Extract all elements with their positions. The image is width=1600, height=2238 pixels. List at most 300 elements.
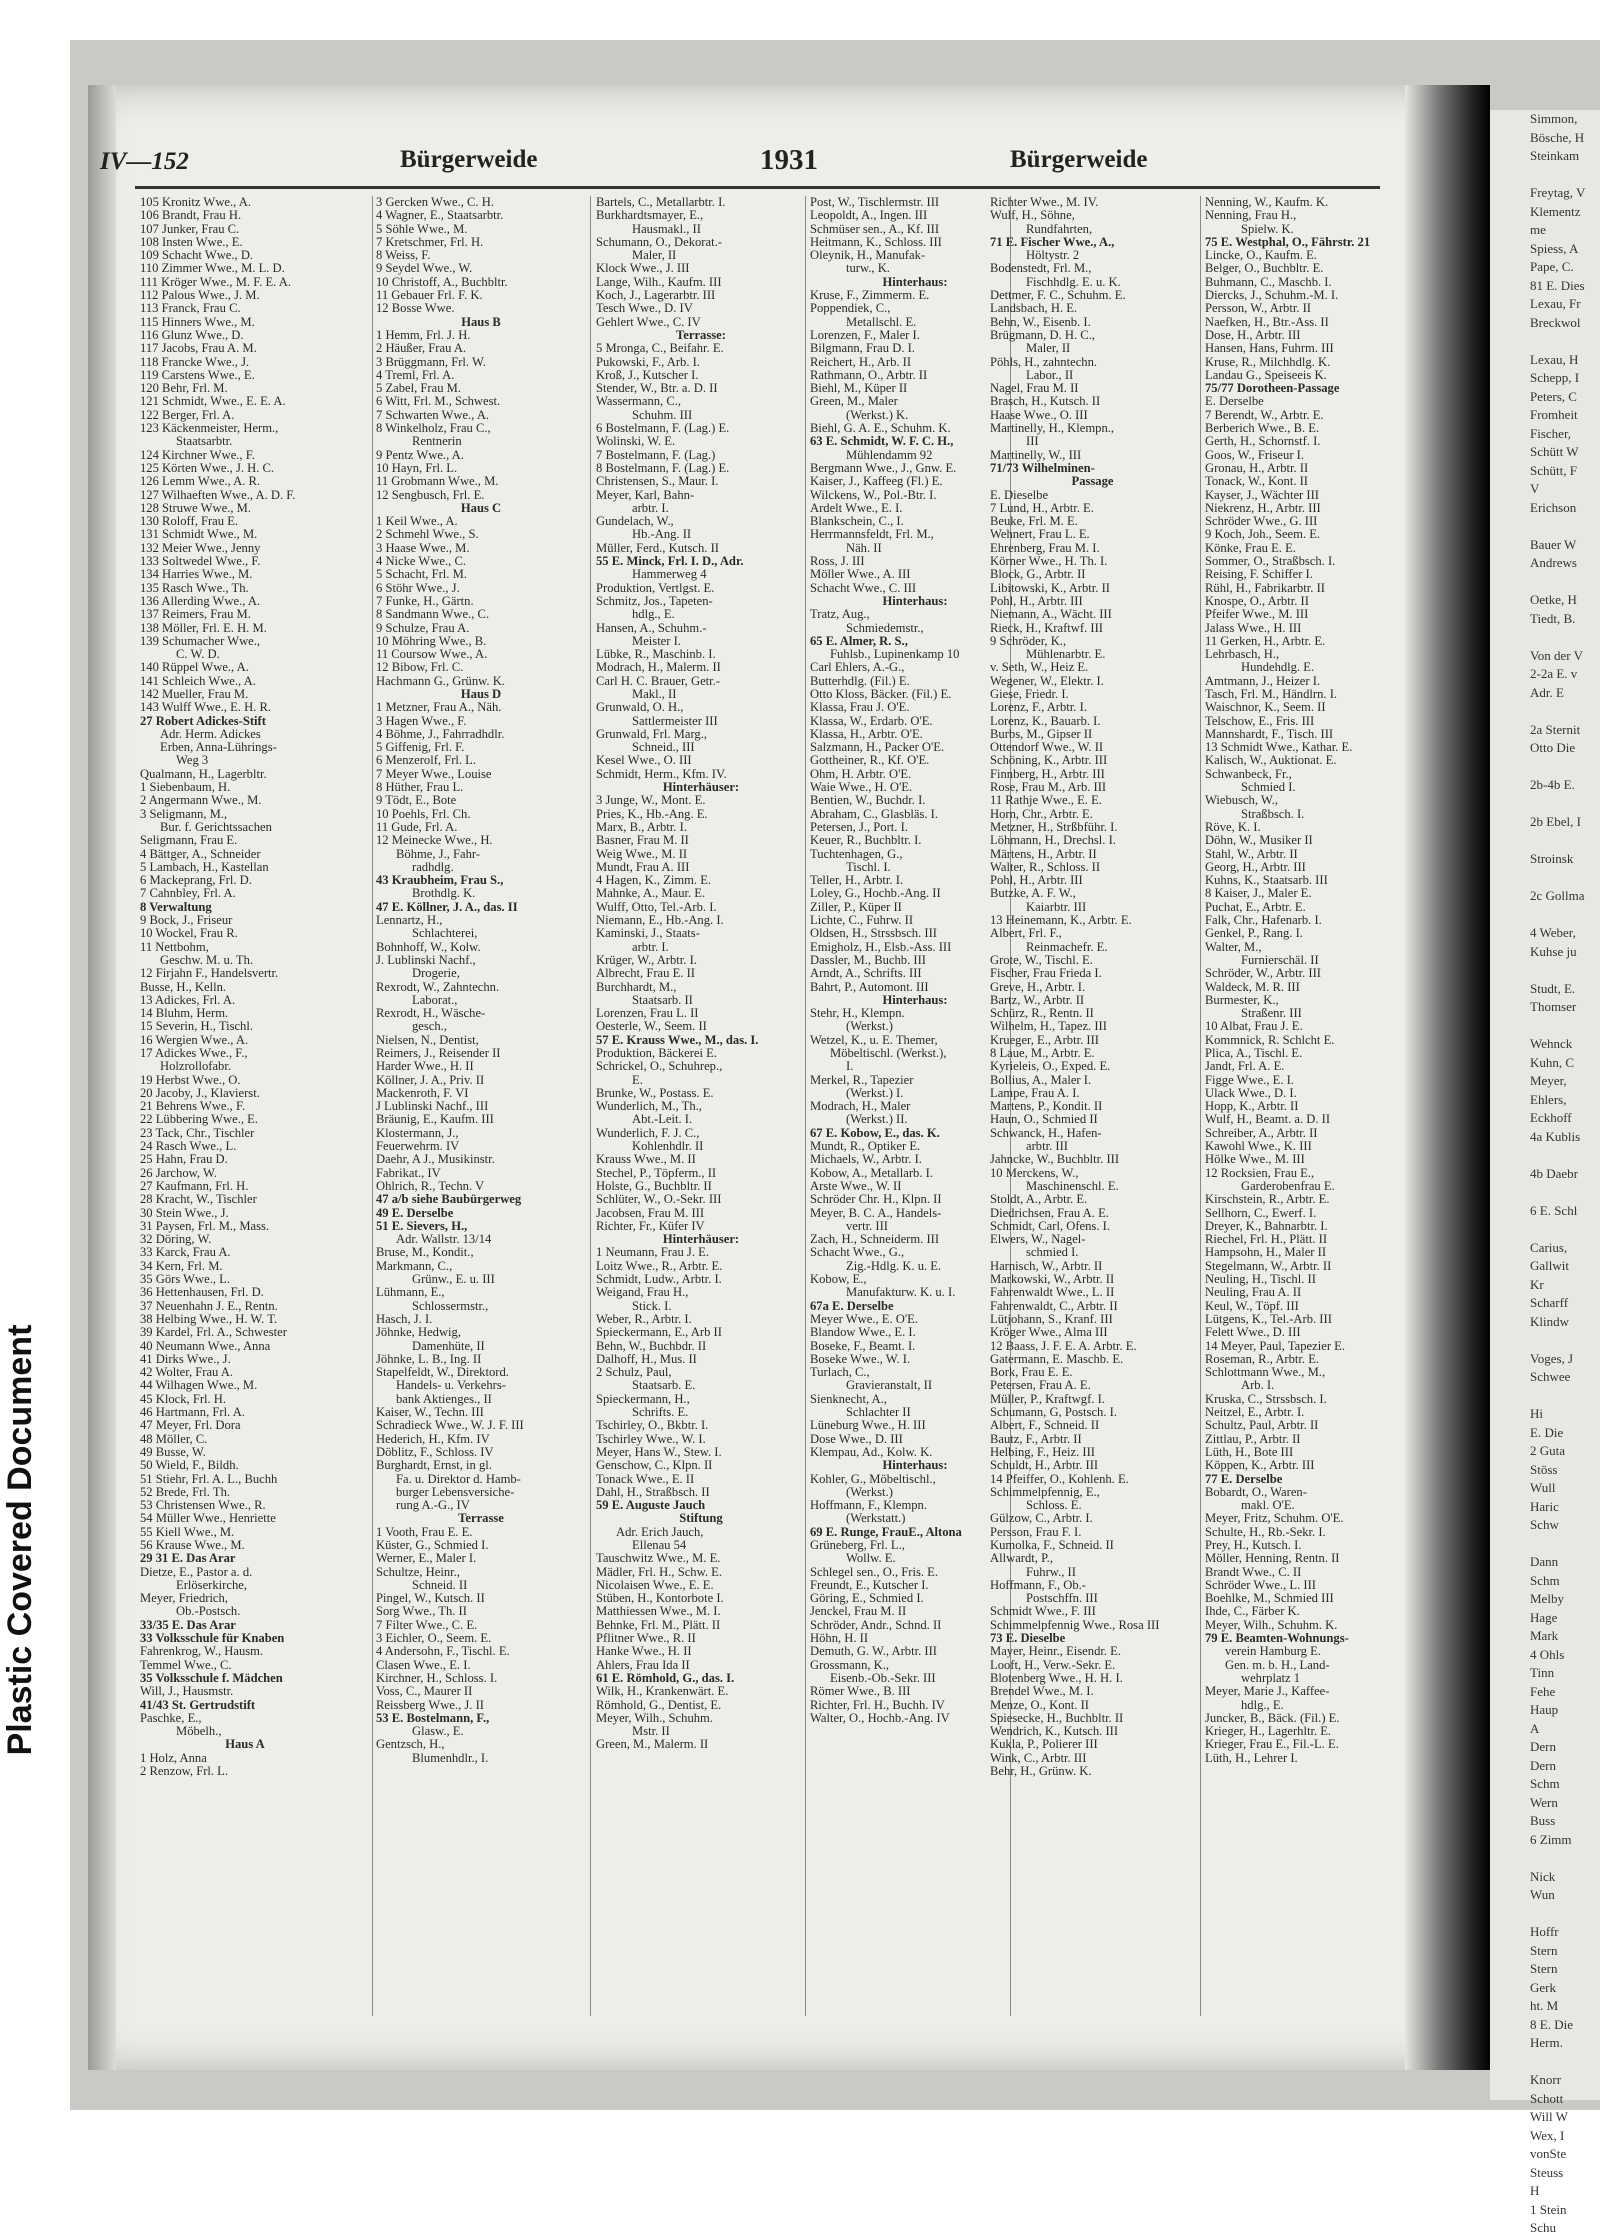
directory-entry: Bruse, M., Kondit.,	[376, 1245, 474, 1260]
adjacent-page-line	[1490, 1905, 1600, 1924]
directory-entry: 8 Weiss, F.	[376, 248, 431, 263]
directory-entry: Modrach, H., Malerm. II	[596, 660, 721, 675]
directory-entry: Glasw., E.	[412, 1724, 464, 1739]
directory-entry: Herrmannsfeldt, Frl. M.,	[810, 527, 934, 542]
directory-entry: Mundt, R., Optiker E.	[810, 1139, 921, 1154]
directory-entry: Loley, G., Hochb.-Ang. II	[810, 886, 941, 901]
address-heading: 79 E. Beamten-Wohnungs-	[1205, 1631, 1349, 1646]
directory-entry: Wunderlich, M., Th.,	[596, 1099, 702, 1114]
directory-entry: 34 Kern, Frl. M.	[140, 1258, 223, 1273]
directory-entry: Hederich, H., Kfm. IV	[376, 1431, 490, 1446]
directory-entry: 2 Angermann Wwe., M.	[140, 793, 262, 808]
adjacent-page-line: Wern	[1530, 1794, 1558, 1810]
directory-entry: Krieger, Frau E., Fil.-L. E.	[1205, 1737, 1339, 1752]
directory-entry: Schneid. II	[412, 1577, 468, 1592]
directory-entry: 113 Franck, Frau C.	[140, 301, 241, 316]
directory-entry: Amtmann, J., Heizer I.	[1205, 673, 1321, 688]
directory-entry: Riechel, Frl. H., Plätt. II	[1205, 1232, 1328, 1247]
directory-entry: Erben, Anna-Lührings-	[160, 740, 277, 755]
directory-entry: 3 Eichler, O., Seem. E.	[376, 1631, 492, 1646]
address-heading: 47 E. Köllner, J. A., das. II	[376, 899, 518, 914]
adjacent-page-line: Dann	[1530, 1554, 1559, 1569]
directory-entry: Kroß, J., Kutscher I.	[596, 367, 699, 382]
directory-entry: 16 Wergien Wwe., A.	[140, 1032, 249, 1047]
directory-entry: Dietze, E., Pastor a. d.	[140, 1564, 253, 1579]
directory-entry: Loitz Wwe., R., Arbtr. E.	[596, 1258, 723, 1273]
directory-entry: 11 Gebauer Frl. F. K.	[376, 288, 483, 303]
adjacent-page-line: Gallwit	[1530, 1258, 1569, 1273]
directory-entry: 9 Koch, Joh., Seem. E.	[1205, 527, 1321, 542]
directory-entry: Pukowski, F., Arb. I.	[596, 354, 700, 369]
directory-entry: Christensen, S., Maur. I.	[596, 474, 719, 489]
directory-entry: Meyer, Friedrich,	[140, 1591, 228, 1606]
directory-entry: 1 Holz, Anna	[140, 1750, 207, 1765]
directory-entry: Lütgens, K., Tel.-Arb. III	[1205, 1311, 1332, 1326]
directory-entry: Oleynik, H., Manufak-	[810, 248, 926, 263]
directory-entry: Pohl, H., Arbtr. III	[990, 593, 1083, 608]
directory-entry: Brandt Wwe., C. II	[1205, 1564, 1302, 1579]
directory-entry: Neuling, H., Tischl. II	[1205, 1272, 1316, 1287]
adjacent-page	[1490, 110, 1600, 2235]
directory-entry: Metallschl. E.	[846, 314, 917, 329]
directory-entry: Horn, Chr., Arbtr. E.	[990, 806, 1093, 821]
directory-entry: Giese, Friedr. I.	[990, 686, 1069, 701]
directory-entry: Schmüser sen., A., Kf. III	[810, 221, 940, 236]
directory-entry: Mühlenarbtr. E.	[1026, 647, 1106, 662]
adjacent-page-line: me	[1530, 222, 1546, 237]
directory-entry: Richter, Fr., Küfer IV	[596, 1218, 705, 1233]
directory-entry: 137 Reimers, Frau M.	[140, 607, 251, 622]
directory-entry: Belger, O., Buchbltr. E.	[1205, 261, 1324, 276]
directory-entry: 4 Böhme, J., Fahrradhdlr.	[376, 726, 505, 741]
directory-entry: Kuhns, K., Staatsarb. III	[1205, 873, 1328, 888]
directory-entry: 9 Bock, J., Friseur	[140, 913, 233, 928]
address-heading: 55 E. Minck, Frl. I. D., Adr.	[596, 554, 744, 569]
directory-entry: (Werkst.) K.	[846, 407, 909, 422]
directory-entry: Fahrenwaldt Wwe., L. II	[990, 1285, 1115, 1300]
directory-entry: Plica, A., Tischl. E.	[1205, 1046, 1303, 1060]
directory-entry: Wassermann, C.,	[596, 394, 682, 409]
directory-entry: Pflitner Wwe., R. II	[596, 1631, 696, 1646]
directory-entry: Furnierschäl. II	[1241, 952, 1319, 967]
directory-entry: Blankschein, C., I.	[810, 514, 904, 529]
directory-entry: Lorenzen, F., Maler I.	[810, 327, 920, 342]
directory-entry: hdlg., E.	[1241, 1697, 1284, 1712]
directory-entry: Maler, II	[1026, 341, 1071, 356]
adjacent-page-line: Spiess, A	[1530, 240, 1579, 256]
adjacent-page-line: 6 E. Schl	[1530, 1202, 1578, 1218]
directory-entry: Waie Wwe., H. O'E.	[810, 780, 913, 795]
directory-entry: Hansen, Hans, Fuhrm. III	[1205, 341, 1334, 356]
directory-entry: Bahrt, P., Automont. III	[810, 979, 929, 994]
directory-entry: Genkel, P., Rang. I.	[1205, 926, 1303, 941]
directory-entry: Figge Wwe., E. I.	[1205, 1072, 1294, 1087]
adjacent-page-line: Hage	[1530, 1609, 1558, 1625]
directory-entry: 6 Bostelmann, F. (Lag.) E.	[596, 421, 730, 436]
directory-entry: Schimmelpfennig, E.,	[990, 1484, 1100, 1499]
adjacent-page-line: Tiedt, B.	[1530, 610, 1576, 626]
adjacent-page-line	[1490, 517, 1600, 536]
directory-entry: Garderobenfrau E.	[1241, 1178, 1335, 1193]
directory-entry: Meyer, Wilh., Schuhm. K.	[1205, 1617, 1338, 1632]
directory-entry: 110 Zimmer Wwe., M. L. D.	[140, 261, 285, 276]
directory-entry: Wilhelm, H., Tapez. III	[990, 1019, 1107, 1034]
directory-entry: Kruse, F., Zimmerm. E.	[810, 288, 930, 303]
directory-entry: 9 Tödt, E., Bote	[376, 793, 457, 808]
adjacent-page-line: Thomser	[1530, 999, 1577, 1014]
directory-entry: 2 Häußer, Frau A.	[376, 341, 467, 356]
directory-entry: Hampsohn, H., Maler II	[1205, 1245, 1327, 1260]
directory-entry: Nagel, Frau M. II	[990, 381, 1079, 396]
directory-entry: hdlg., E.	[632, 607, 675, 622]
directory-entry: Behnke, Frl. M., Plätt. II	[596, 1617, 721, 1632]
directory-entry: Rexrodt, H., Wäsche-	[376, 1006, 486, 1021]
directory-entry: 6 Witt, Frl. M., Schwest.	[376, 394, 501, 409]
page-left-shadow	[88, 85, 116, 2070]
directory-entry: 12 Rocksien, Frau E.,	[1205, 1165, 1315, 1180]
adjacent-page-line: Erichson	[1530, 499, 1577, 515]
directory-entry: 2 Schmehl Wwe., S.	[376, 527, 479, 542]
adjacent-page-line: Hoffr	[1530, 1924, 1559, 1939]
directory-entry: 2 Renzow, Frl. L.	[140, 1764, 229, 1779]
directory-entry: Behn, W., Buchbdr. II	[596, 1338, 707, 1353]
adjacent-page-line: Buss	[1530, 1813, 1556, 1828]
directory-entry: Jahncke, W., Buchbltr. III	[990, 1152, 1120, 1167]
directory-entry: 107 Junker, Frau C.	[140, 221, 240, 236]
directory-entry: Tonack Wwe., E. II	[596, 1471, 695, 1486]
directory-entry: Schmied I.	[1241, 780, 1296, 795]
directory-entry: Straßenr. III	[1241, 1006, 1302, 1021]
section-heading: Terrasse:	[676, 327, 726, 342]
directory-entry: Allwardt, P.,	[990, 1551, 1053, 1566]
directory-entry: Maler, II	[632, 248, 677, 263]
directory-entry: Wilk, H., Krankenwärt. E.	[596, 1684, 729, 1699]
directory-entry: 8 Sandmann Wwe., C.	[376, 607, 490, 622]
directory-entry: Manufakturw. K. u. I.	[846, 1285, 956, 1300]
directory-entry: Weg 3	[176, 753, 209, 768]
directory-entry: 138 Möller, Frl. E. H. M.	[140, 620, 267, 635]
directory-entry: Sattlermeister III	[632, 713, 718, 728]
directory-entry: Lampe, Frau A. I.	[990, 1085, 1080, 1100]
address-heading: 77 E. Derselbe	[1205, 1471, 1283, 1486]
directory-entry: 125 Körten Wwe., J. H. C.	[140, 460, 275, 475]
directory-entry: 14 Bluhm, Herm.	[140, 1006, 229, 1021]
directory-entry: Clasen Wwe., E. I.	[376, 1657, 471, 1672]
address-heading: 47 a/b siehe Baubürgerweg	[376, 1192, 522, 1207]
directory-entry: Wulff, Otto, Tel.-Arb. I.	[596, 899, 717, 914]
address-heading: 67a E. Derselbe	[810, 1298, 894, 1313]
directory-entry: Stehr, H., Klempn.	[810, 1006, 905, 1021]
directory-entry: Tauschwitz Wwe., M. E.	[596, 1551, 721, 1566]
directory-entry: Finnberg, H., Arbtr. III	[990, 766, 1105, 781]
directory-entry: Schimmelpfennig Wwe., Rosa III	[990, 1617, 1160, 1632]
directory-entry: 3 Haase Wwe., M.	[376, 540, 470, 555]
directory-entry: Staatsarb. E.	[632, 1378, 696, 1393]
directory-entry: Böhme, J., Fahr-	[396, 846, 481, 861]
directory-entry: Pingel, W., Kutsch. II	[376, 1591, 485, 1606]
directory-entry: Kumolka, F., Schneid. II	[990, 1537, 1114, 1552]
directory-entry: I.	[846, 1059, 854, 1074]
directory-entry: Ob.-Postsch.	[176, 1604, 241, 1619]
directory-entry: Bilgmann, Frau D. I.	[810, 341, 915, 356]
directory-entry: Emigholz, H., Elsb.-Ass. III	[810, 939, 952, 954]
directory-entry: Kayser, J., Wächter III	[1205, 487, 1319, 502]
directory-entry: Reimers, J., Reisender II	[376, 1046, 501, 1060]
directory-entry: Schlachter II	[846, 1405, 911, 1420]
directory-entry: Pohl, H., Arbtr. III	[990, 873, 1083, 888]
directory-entry: Berberich Wwe., B. E.	[1205, 421, 1320, 436]
header-rule	[135, 186, 1380, 189]
section-heading: Hinterhaus:	[882, 593, 948, 608]
directory-entry: Neitzel, E., Arbtr. I.	[1205, 1405, 1305, 1420]
adjacent-page-line	[1490, 1220, 1600, 1239]
directory-entry: 15 Severin, H., Tischl.	[140, 1019, 254, 1034]
directory-entry: 8 Bostelmann, F. (Lag.) E.	[596, 460, 730, 475]
directory-entry: Rühl, H., Fabrikarbtr. II	[1205, 580, 1325, 595]
adjacent-page-line	[1490, 1183, 1600, 1202]
directory-entry: Kyrieleis, O., Exped. E.	[990, 1059, 1111, 1074]
directory-entry: E.	[632, 1072, 643, 1087]
directory-entry: Mayer, Heinr., Eisendr. E.	[990, 1644, 1121, 1659]
directory-entry: Schröder Wwe., L. III	[1205, 1577, 1316, 1592]
directory-entry: Kobow, E.,	[810, 1272, 867, 1287]
directory-entry: Jöhnke, Hedwig,	[376, 1325, 461, 1340]
adjacent-page-line	[1490, 906, 1600, 925]
directory-entry: Michaels, W., Arbtr. I.	[810, 1152, 922, 1167]
directory-entry: Kirschstein, R., Arbtr. E.	[1205, 1192, 1330, 1207]
directory-entry: 7 Filter Wwe., C. E.	[376, 1617, 478, 1632]
directory-entry: (Werkstatt.)	[846, 1511, 906, 1526]
adjacent-page-line: Schott	[1530, 2090, 1564, 2106]
directory-entry: 106 Brandt, Frau H.	[140, 208, 242, 223]
directory-entry: Bartz, W., Arbtr. II	[990, 992, 1085, 1007]
adjacent-page-line: Schw	[1530, 1517, 1559, 1532]
directory-entry: Hb.-Ang. II	[632, 527, 692, 542]
adjacent-page-line: 2 Guta	[1530, 1443, 1566, 1458]
directory-entry: 2 Schulz, Paul,	[596, 1365, 672, 1380]
adjacent-page-line: Dern	[1530, 1739, 1556, 1754]
directory-entry: 4 Treml, Frl. A.	[376, 367, 455, 382]
directory-entry: 13 Adickes, Frl. A.	[140, 992, 236, 1007]
directory-entry: Erlöserkirche,	[176, 1577, 247, 1592]
directory-entry: Burchhardt, M.,	[596, 979, 677, 994]
directory-entry: 1 Keil Wwe., A.	[376, 514, 458, 529]
directory-entry: Persson, W., Arbtr. II	[1205, 301, 1312, 316]
directory-entry: 42 Wolter, Frau A.	[140, 1365, 234, 1380]
address-heading: 33 Volksschule für Knaben	[140, 1631, 285, 1646]
adjacent-page-line: 2-2a E. v	[1530, 666, 1578, 681]
directory-entry: Falk, Chr., Hafenarb. I.	[1205, 913, 1322, 928]
directory-entry: Bentien, W., Buchdr. I.	[810, 793, 926, 808]
directory-entry: Holste, G., Buchbltr. II	[596, 1178, 712, 1193]
adjacent-page-line: Fromheit	[1530, 407, 1578, 422]
directory-entry: Schröder, Andr., Schnd. II	[810, 1617, 942, 1632]
directory-entry: (Werkst.)	[846, 1019, 893, 1034]
adjacent-page-line: ht. M	[1530, 1998, 1559, 2013]
directory-entry: J Lublinski Nachf., III	[376, 1099, 489, 1114]
directory-entry: III	[1026, 434, 1039, 449]
directory-entry: Kirchner, H., Schloss. I.	[376, 1670, 498, 1685]
adjacent-page-line: Mark	[1530, 1628, 1559, 1643]
adjacent-page-line: Gerk	[1530, 1979, 1556, 1995]
directory-entry: Abt.-Leit. I.	[632, 1112, 693, 1127]
directory-entry: Elwers, W., Nagel-	[990, 1232, 1086, 1247]
directory-entry: Stegelmann, W., Arbtr. II	[1205, 1258, 1332, 1273]
directory-entry: Hansen, A., Schuhm.-	[596, 620, 707, 635]
directory-entry: schmied I.	[1026, 1245, 1079, 1260]
directory-entry: 12 Sengbusch, Frl. E.	[376, 487, 485, 502]
directory-entry: Grossmann, K.,	[810, 1657, 890, 1672]
directory-entry: Tschirley Wwe., W. I.	[596, 1431, 706, 1446]
adjacent-page-line: Nick	[1530, 1868, 1556, 1884]
adjacent-page-line: Studt, E.	[1530, 980, 1576, 996]
directory-entry: Matthiessen Wwe., M. I.	[596, 1604, 721, 1619]
directory-entry: Tonack, W., Kont. II	[1205, 474, 1308, 489]
directory-entry: Metzner, H., Strßbführ. I.	[990, 819, 1118, 834]
directory-entry: 109 Schacht Wwe., D.	[140, 248, 254, 263]
directory-entry: 4 Hagen, K., Zimm. E.	[596, 873, 712, 888]
directory-entry: Produktion, Bäckerei E.	[596, 1046, 718, 1060]
directory-entry: Haase Wwe., O. III	[990, 407, 1088, 422]
directory-entry: Nicolaisen Wwe., E. E.	[596, 1577, 714, 1592]
directory-entry: Römhold, G., Dentist, E.	[596, 1697, 722, 1712]
directory-entry: 13 Schmidt Wwe., Kathar. E.	[1205, 740, 1353, 755]
adjacent-page-line: Schütt, F	[1530, 462, 1577, 478]
directory-entry: 7 Meyer Wwe., Louise	[376, 766, 492, 781]
directory-entry: Spieckermann, E., Arb II	[596, 1325, 722, 1340]
directory-entry: Müller, Ferd., Kutsch. II	[596, 540, 719, 555]
directory-entry: 5 Giffenig, Frl. F.	[376, 740, 465, 755]
directory-entry: Hoffmann, F., Klempn.	[810, 1498, 927, 1513]
directory-entry: Lange, Wilh., Kaufm. III	[596, 274, 722, 289]
directory-entry: Sommer, O., Straßbsch. I.	[1205, 554, 1336, 569]
directory-entry: 14 Meyer, Paul, Tapezier E.	[1205, 1338, 1346, 1353]
directory-entry: 40 Neumann Wwe., Anna	[140, 1338, 271, 1353]
adjacent-page-line: 2c Gollma	[1530, 888, 1585, 903]
adjacent-page-line: Fehe	[1530, 1683, 1556, 1699]
address-heading: 53 E. Bostelmann, F.,	[376, 1710, 490, 1725]
adjacent-page-line: Carius,	[1530, 1239, 1568, 1255]
directory-entry: Naefken, H., Btr.-Ass. II	[1205, 314, 1329, 329]
adjacent-page-line: Steuss	[1530, 2164, 1564, 2180]
directory-entry: Schröder Chr. H., Klpn. II	[810, 1192, 942, 1207]
adjacent-page-line	[1490, 1146, 1600, 1165]
directory-entry: Seligmann, Frau E.	[140, 833, 238, 848]
directory-entry: Märtens, H., Arbtr. II	[990, 846, 1097, 861]
directory-entry: 11 Gude, Frl. A.	[376, 819, 458, 834]
directory-entry: Post, W., Tischlermstr. III	[810, 195, 940, 209]
directory-entry: 11 Gerken, H., Arbtr. E.	[1205, 633, 1326, 648]
directory-entry: Wehnert, Frau L. E.	[990, 527, 1090, 542]
directory-entry: Gronau, H., Arbtr. II	[1205, 460, 1309, 475]
directory-column-4	[810, 196, 1020, 1725]
directory-entry: Schuldt, H., Arbtr. III	[990, 1458, 1099, 1473]
directory-entry: Schwanbeck, Fr.,	[1205, 766, 1292, 781]
adjacent-page-line	[1490, 332, 1600, 351]
directory-entry: Burghardt, Ernst, in gl.	[376, 1458, 492, 1473]
directory-entry: 135 Rasch Wwe., Th.	[140, 580, 249, 595]
directory-entry: Bautz, F., Arbtr. II	[990, 1431, 1082, 1446]
directory-entry: 10 Hayn, Frl. L.	[376, 460, 458, 475]
directory-entry: Kommnick, R. Schlcht E.	[1205, 1032, 1335, 1047]
directory-entry: 11 Nettbohm,	[140, 939, 209, 954]
directory-entry: Werner, E., Maler I.	[376, 1551, 477, 1566]
directory-entry: Schwanck, H., Hafen-	[990, 1125, 1102, 1140]
directory-entry: Lennartz, H.,	[376, 913, 443, 928]
adjacent-page-line: Lexau, Fr	[1530, 296, 1581, 311]
directory-entry: Spiesecke, H., Buchbltr. II	[990, 1710, 1124, 1725]
directory-entry: Dose Wwe., D. III	[810, 1431, 903, 1446]
directory-entry: Ottendorf Wwe., W. II	[990, 740, 1104, 755]
directory-entry: Schradieck Wwe., W. J. F. III	[376, 1418, 524, 1433]
adjacent-page-line: Kuhse ju	[1530, 943, 1577, 959]
directory-entry: Möller, Henning, Rentn. II	[1205, 1551, 1340, 1566]
directory-entry: Blumenhdlr., I.	[412, 1750, 489, 1765]
directory-entry: 115 Hinners Wwe., M.	[140, 314, 255, 329]
directory-entry: Stahl, W., Arbtr. II	[1205, 846, 1298, 861]
directory-entry: Jandt, Frl. A. E.	[1205, 1059, 1285, 1074]
directory-entry: 27 Kaufmann, Frl. H.	[140, 1178, 249, 1193]
directory-entry: Fabrikat., IV	[376, 1165, 441, 1180]
directory-entry: Reising, F. Schiffer I.	[1205, 567, 1313, 582]
directory-entry: Schmidt, Ludw., Arbtr. I.	[596, 1272, 722, 1287]
directory-entry: Niemann, E., Hb.-Ang. I.	[596, 913, 724, 928]
directory-entry: 7 Funke, H., Gärtn.	[376, 593, 474, 608]
directory-entry: Brendel Wwe., M. I.	[990, 1684, 1094, 1699]
directory-entry: 120 Behr, Frl. M.	[140, 381, 228, 396]
adjacent-page-line	[1490, 758, 1600, 777]
address-heading: 73 E. Dieselbe	[990, 1631, 1066, 1646]
section-heading: Hinterhaus:	[882, 274, 948, 289]
directory-entry: Harder Wwe., H. II	[376, 1059, 474, 1074]
directory-entry: Hanke Wwe., H. II	[596, 1644, 692, 1659]
directory-entry: Staatsarb. II	[632, 992, 693, 1007]
directory-entry: Turlach, C.,	[810, 1365, 870, 1380]
directory-entry: Kesel Wwe., O. III	[596, 753, 692, 768]
directory-entry: Martinelly, W., III	[990, 447, 1082, 462]
directory-entry: Niekrenz, H., Arbtr. III	[1205, 500, 1321, 515]
directory-entry: 24 Rasch Wwe., L.	[140, 1139, 237, 1154]
directory-entry: Zach, H., Schneiderm. III	[810, 1232, 940, 1247]
adjacent-page-line: Wun	[1530, 1887, 1555, 1902]
directory-entry: 11 Rathje Wwe., E. E.	[990, 793, 1102, 808]
adjacent-page-line: Eckhoff	[1530, 1110, 1572, 1125]
directory-entry: Krüger, W., Arbtr. I.	[596, 952, 697, 967]
side-label-text: Plastic Covered Document	[1, 1324, 39, 1756]
directory-entry: 6 Mackeprang, Frl. D.	[140, 873, 252, 888]
directory-entry: makl. O'E.	[1241, 1498, 1295, 1513]
directory-entry: 12 Firjahn F., Handelsvertr.	[140, 966, 279, 981]
directory-entry: Schneid., III	[632, 740, 695, 755]
directory-entry: Pfeifer Wwe., M. III	[1205, 607, 1309, 622]
directory-entry: Markowski, W., Arbtr. II	[990, 1272, 1115, 1287]
directory-entry: E. Dieselbe	[990, 487, 1049, 502]
adjacent-page-line: 81 E. Dies	[1530, 277, 1585, 293]
directory-entry: 108 Insten Wwe., E.	[140, 234, 243, 249]
adjacent-page-line	[1490, 573, 1600, 592]
directory-entry: Felett Wwe., D. III	[1205, 1325, 1301, 1340]
directory-entry: Handels- u. Verkehrs-	[396, 1378, 506, 1393]
adjacent-page-line	[1490, 166, 1600, 185]
adjacent-page-line: Stern	[1530, 1942, 1558, 1958]
directory-entry: Schultze, Heinr.,	[376, 1564, 460, 1579]
directory-entry: Müller, P., Kraftwgf. I.	[990, 1391, 1105, 1406]
section-heading: Hinterhaus:	[882, 1458, 948, 1473]
adjacent-page-line	[1490, 628, 1600, 647]
directory-entry: 122 Berger, Frl. A.	[140, 407, 235, 422]
directory-entry: Näh. II	[846, 540, 882, 555]
directory-entry: Schröder Wwe., G. III	[1205, 514, 1318, 529]
